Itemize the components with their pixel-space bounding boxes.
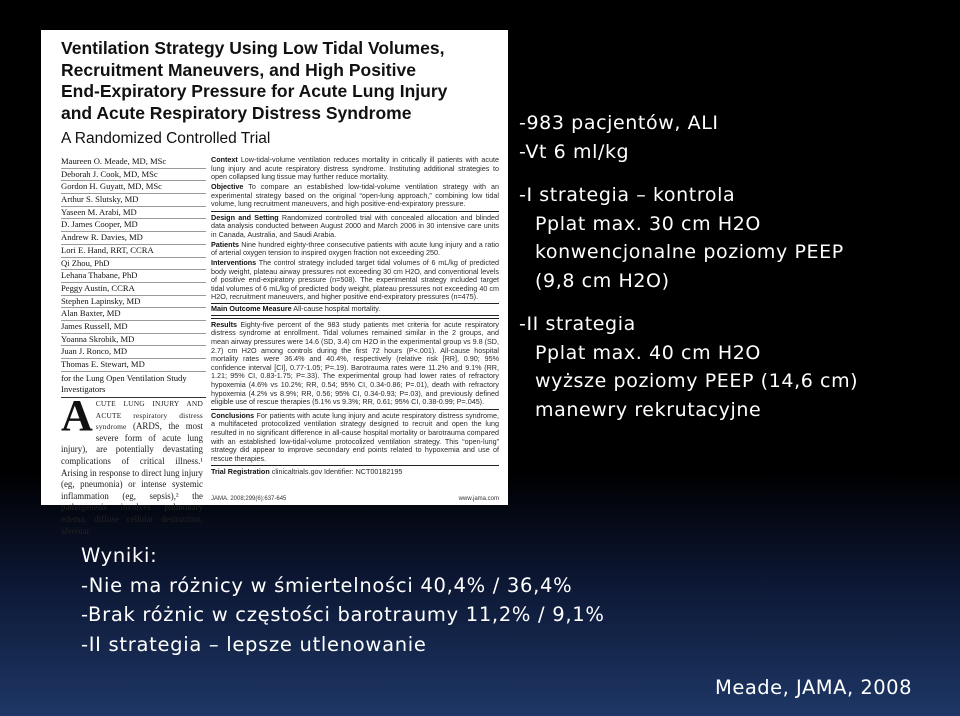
- author-name: Qi Zhou, PhD: [61, 258, 206, 271]
- note-strategy-1-pplat: Pplat max. 30 cm H2O: [535, 212, 761, 235]
- author-name: D. James Cooper, MD: [61, 219, 206, 232]
- abstract-text: Low-tidal-volume ventilation reduces mortality in critically ill patients with acute lung injury and acute respiratory distress syndrome. Instituting additional strategies to open collapsed lung tissue may further reduce mortality.: [211, 155, 500, 182]
- note-strategy-2-peep: wyższe poziomy PEEP (14,6 cm): [535, 370, 859, 392]
- author-name: Yaseen M. Arabi, MD: [61, 207, 206, 220]
- article-footer: [211, 496, 499, 502]
- note-tidal-volume: -Vt 6 ml/kg: [519, 140, 630, 163]
- result-barotrauma: -Brak różnic w częstości barotraumy 11,2% / 9,1%: [81, 603, 605, 626]
- article-title-line: End-Expiratory Pressure for Acute Lung Injury: [61, 81, 448, 101]
- journal-url: www.jama.com: [458, 496, 499, 502]
- intro-text: (ARDS, the most severe form of acute lung injury), are potentially devastating complications of critical illness.¹ Arising in response to direct lung injury (eg, pneumonia) or intense systemic inflammation (eg, sepsis),² the pathogenesis involves pulmonary edema, diffuse cellular destruction, alveolar: [61, 421, 203, 536]
- abstract-text: Randomized controlled trial with concealed allocation and blinded data analysis conducted between August 2000 and March 2006 in 30 intensive care units in Canada, Australia, and Saudi Arabia.: [211, 212, 500, 239]
- abstract-label: Trial Registration: [211, 467, 270, 477]
- slide-citation: Meade, JAMA, 2008: [715, 676, 912, 699]
- abstract-section: [211, 468, 499, 477]
- note-strategy-2-pplat: Pplat max. 40 cm H2O: [535, 341, 761, 364]
- article-title-line: and Acute Respiratory Distress Syndrome: [61, 102, 412, 123]
- author-name: Maureen O. Meade, MD, MSc: [61, 156, 206, 169]
- result-mortality: -Nie ma różnicy w śmiertelności 40,4% / 36,4%: [81, 573, 573, 597]
- note-strategy-1-peep-value: (9,8 cm H2O): [535, 269, 670, 292]
- drop-cap: A: [61, 391, 93, 440]
- article-clipping: [41, 30, 508, 536]
- abstract-label: Design and Setting: [211, 212, 279, 222]
- abstract-text: All-cause hospital mortality.: [293, 304, 381, 314]
- abstract-text: The control strategy included target tidal volumes of 6 mL/kg of predicted body weight, plateau airway pressures not exceeding 30 cm H2O, and conventional levels of positive end-expiratory pressure (n=508). The experimental strategy included target tidal volumes of 6 mL/kg of predicted body weight, plateau pressures not exceeding 40 cm H2O, recruitment maneuvers, and higher positive end-expiratory pressures (n=475).: [211, 258, 499, 302]
- abstract-label: Interventions: [211, 258, 257, 268]
- abstract-section: [211, 321, 499, 407]
- abstract-section: [211, 303, 499, 316]
- article-abstract: [211, 156, 499, 478]
- abstract-section: [211, 259, 499, 302]
- note-strategy-2: -II strategia: [519, 313, 636, 335]
- abstract-text: clinicaltrials.gov Identifier: NCT00182195: [271, 467, 403, 477]
- result-oxygenation: -II strategia – lepsze utlenowanie: [81, 632, 427, 656]
- study-notes: [519, 109, 949, 424]
- journal-citation: JAMA. 2008;299(6):637-645: [211, 496, 287, 502]
- abstract-text: To compare an established low-tidal-volume ventilation strategy with an experimental strategy based on the original “open-lung approach,” combining low tidal volume, lung recruitment maneuvers, and high positive-end-expiratory pressure.: [211, 181, 499, 209]
- abstract-section: [211, 214, 499, 240]
- author-name: Deborah J. Cook, MD, MSc: [61, 169, 206, 182]
- results-heading: Wyniki:: [81, 544, 158, 567]
- divider: [211, 211, 499, 212]
- author-name: Lori E. Hand, RRT, CCRA: [61, 245, 206, 258]
- abstract-label: Patients: [211, 239, 239, 249]
- article-title-line: Ventilation Strategy Using Low Tidal Volumes,: [61, 38, 445, 58]
- abstract-text: Eighty-five percent of the 983 study patients met criteria for acute respiratory distress syndrome at enrollment. Tidal volumes remained similar in the 2 groups, and mean airway pressures were 14.6 (SD, 3.4) cm H2O in the experimental group vs 9.8 (SD, 2.7) cm H2O among controls during the first 72 hours (P<.001). All-cause hospital mortality rates were 36.4% and 40.4%, respectively (relative risk [RR], 0.90; 95% confidence interval [CI], 0.77-1.05; P=.19). Barotrauma rates were 11.2% and 9.1% (RR, 1.21; 95% CI, 0.83-1.75; P=.33). The experimental group had lower rates of refractory hypoxemia (4.6% vs 10.2%; RR, 0.54; 95% CI, 0.34-0.86; P=.01), death with refractory hypoxemia (4.2% vs 8.9%; RR, 0.56; 95% CI, 0.34-0.93; P=.03), and previously defined eligible use of rescue therapies (5.1% vs 9.3%; RR, 0.61; 95% CI, 0.38-0.99; P=.045).: [211, 319, 500, 407]
- divider: [211, 318, 499, 319]
- article-subtitle: A Randomized Controlled Trial: [61, 130, 271, 147]
- author-group: for the Lung Open Ventilation Study Investigators: [61, 372, 187, 394]
- author-name: James Russell, MD: [61, 321, 206, 334]
- abstract-label: Objective: [211, 181, 244, 191]
- note-strategy-1-peep: konwencjonalne poziomy PEEP: [535, 241, 844, 263]
- author-name: Gordon H. Guyatt, MD, MSc: [61, 181, 206, 194]
- article-title: [61, 38, 501, 124]
- author-name: Yoanna Skrobik, MD: [61, 334, 206, 347]
- note-strategy-1: -I strategia – kontrola: [519, 184, 736, 206]
- abstract-label: Context: [211, 155, 238, 164]
- author-name: Thomas E. Stewart, MD: [61, 359, 206, 372]
- article-intro: [61, 391, 203, 537]
- abstract-text: Nine hundred eighty-three consecutive patients with acute lung injury and a ratio of arterial oxygen tension to inspired oxygen fraction not exceeding 250.: [211, 239, 500, 258]
- author-list: [61, 156, 206, 398]
- note-strategy-2-recruitment: manewry rekrutacyjne: [535, 398, 762, 421]
- divider: [211, 465, 499, 466]
- author-name: Alan Baxter, MD: [61, 308, 206, 321]
- abstract-label: Conclusions: [211, 410, 255, 420]
- author-name: Peggy Austin, CCRA: [61, 283, 206, 296]
- abstract-section: [211, 183, 499, 209]
- abstract-label: Results: [211, 319, 237, 329]
- abstract-section: [211, 156, 499, 182]
- author-name: Andrew R. Davies, MD: [61, 232, 206, 245]
- results-block: [81, 541, 941, 659]
- divider: [211, 409, 499, 410]
- intro-lead: CUTE LUNG INJURY AND ACUTE respiratory distress syndrome: [95, 399, 203, 432]
- author-name: Juan J. Ronco, MD: [61, 346, 206, 359]
- abstract-label: Main Outcome Measure: [211, 304, 292, 314]
- author-name: Stephen Lapinsky, MD: [61, 296, 206, 309]
- abstract-section: [211, 412, 499, 464]
- note-patients: -983 pacjentów, ALI: [519, 112, 719, 134]
- abstract-section: [211, 241, 499, 258]
- abstract-text: For patients with acute lung injury and acute respiratory distress syndrome, a multifaceted protocolized ventilation strategy designed to recruit and open the lung resulted in no significant difference in all-cause hospital mortality or barotrauma compared with an established low-tidal-volume protocolized ventilation strategy. This “open-lung” strategy did appear to improve secondary end points related to hypoxemia and use of rescue therapies.: [211, 410, 499, 463]
- article-title-line: Recruitment Maneuvers, and High Positive: [61, 59, 416, 80]
- author-name: Lehana Thabane, PhD: [61, 270, 206, 283]
- author-name: Arthur S. Slutsky, MD: [61, 194, 206, 207]
